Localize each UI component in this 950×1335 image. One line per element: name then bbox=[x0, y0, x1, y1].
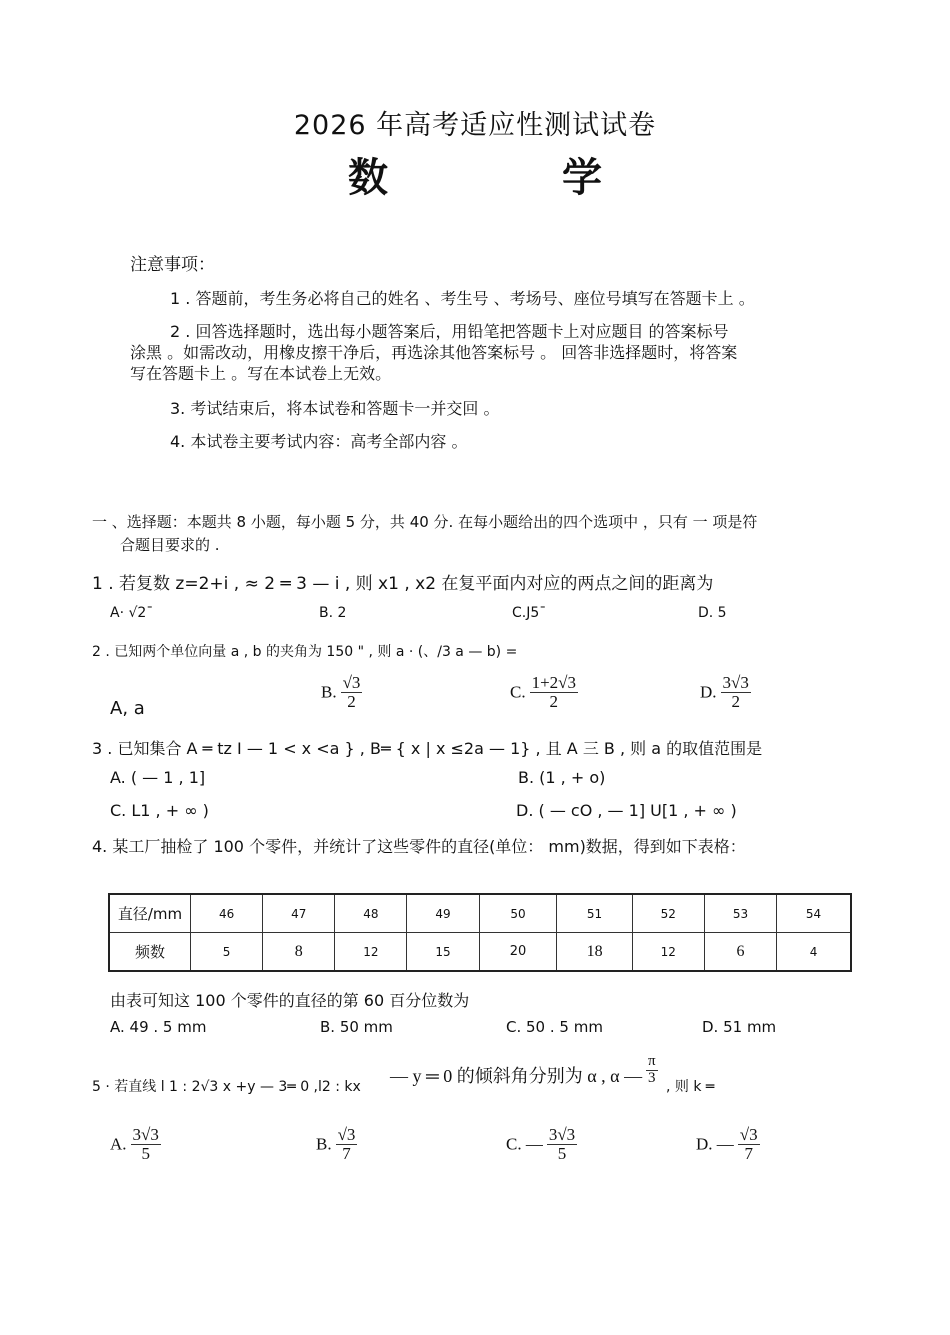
question-5-stem-part-2: — y ═ 0 的倾斜角分别为 α , α — bbox=[390, 1066, 643, 1086]
question-2-stem: 2 . 已知两个单位向量 a , b 的夹角为 150 " , 则 a · (、/3 a — b) = bbox=[92, 644, 518, 660]
notice-item-1: 1 . 答题前，考生务必将自己的姓名 、考生号 、考场号、座位号填写在答题卡上 。 bbox=[170, 289, 755, 308]
numerator: √3 bbox=[342, 673, 361, 692]
question-5-stem-part-3: , 则 k ═ bbox=[666, 1079, 715, 1095]
numerator: 3√3 bbox=[722, 673, 749, 692]
fraction bbox=[530, 674, 578, 711]
frequency-table bbox=[108, 893, 852, 972]
table-cell: 54 bbox=[777, 894, 851, 933]
question-2-option-c bbox=[510, 674, 578, 711]
question-2-option-d bbox=[700, 674, 751, 711]
numerator: √3 bbox=[337, 1125, 356, 1144]
table-cell: 51 bbox=[557, 894, 632, 933]
denominator: 5 bbox=[557, 1143, 567, 1163]
option-label: D. bbox=[700, 682, 717, 702]
denominator: 5 bbox=[141, 1143, 150, 1163]
table-cell: 15 bbox=[407, 933, 479, 972]
table-header-frequency: 频数 bbox=[109, 933, 191, 972]
fraction bbox=[336, 1126, 358, 1163]
table-cell: 48 bbox=[335, 894, 407, 933]
denominator: 7 bbox=[744, 1143, 753, 1163]
table-cell: 53 bbox=[704, 894, 776, 933]
notice-heading: 注意事项： bbox=[130, 255, 215, 275]
question-5-option-d bbox=[696, 1126, 760, 1163]
table-cell: 8 bbox=[263, 933, 335, 972]
denominator: 7 bbox=[342, 1143, 351, 1163]
fraction bbox=[738, 1126, 760, 1163]
question-5-option-b bbox=[316, 1126, 357, 1163]
table-cell: 12 bbox=[335, 933, 407, 972]
denominator: 3 bbox=[648, 1069, 656, 1086]
question-5-option-a bbox=[110, 1126, 161, 1163]
table-row-frequency bbox=[109, 933, 851, 972]
question-2-option-b bbox=[321, 674, 362, 711]
question-1-option-b: B. 2 bbox=[319, 605, 347, 621]
option-label: B. bbox=[321, 682, 337, 702]
denominator: 2 bbox=[347, 691, 356, 711]
question-1-option-d: D. 5 bbox=[698, 605, 727, 621]
question-3-option-a: A. ( — 1 , 1] bbox=[110, 768, 206, 787]
table-header-diameter: 直径/mm bbox=[109, 894, 191, 933]
question-4-option-a: A. 49 . 5 mm bbox=[110, 1018, 207, 1036]
question-4-stem: 4. 某工厂抽检了 100 个零件，并统计了这些零件的直径(单位： mm)数据，得到如下表格： bbox=[92, 837, 746, 856]
question-5-pi-fraction bbox=[646, 1054, 658, 1087]
numerator: 1+2√3 bbox=[531, 673, 577, 692]
exam-title: 2026 年高考适应性测试试卷 bbox=[293, 110, 657, 141]
question-4-option-b: B. 50 mm bbox=[320, 1018, 393, 1036]
table-cell: 12 bbox=[632, 933, 704, 972]
table-row-diameter bbox=[109, 894, 851, 933]
option-label: D. — bbox=[696, 1134, 734, 1154]
question-4-option-c: C. 50 . 5 mm bbox=[506, 1018, 603, 1036]
question-3-option-b: B. (1 , + o) bbox=[518, 768, 606, 787]
question-1-option-a: A· √2¯ bbox=[110, 605, 154, 621]
notice-item-2-line-3: 写在答题卡上 。写在本试卷上无效。 bbox=[130, 364, 392, 383]
subject-title: 数 学 bbox=[348, 155, 682, 201]
notice-item-4: 4. 本试卷主要考试内容：高考全部内容 。 bbox=[170, 432, 468, 451]
numerator: √3 bbox=[739, 1125, 758, 1144]
table-cell: 49 bbox=[407, 894, 479, 933]
numerator: 3√3 bbox=[548, 1125, 576, 1144]
fraction bbox=[721, 674, 751, 711]
question-1-stem: 1 . 若复数 z=2+i , ≈ 2 ═ 3 — i , 则 x1 , x2 在复平面内对应的两点之间的距离为 bbox=[92, 574, 714, 594]
table-cell: 52 bbox=[632, 894, 704, 933]
table-cell: 47 bbox=[263, 894, 335, 933]
table-cell: 5 bbox=[191, 933, 263, 972]
fraction bbox=[547, 1126, 577, 1163]
table-cell: 46 bbox=[191, 894, 263, 933]
question-5-stem-part-1: 5 · 若直线 l 1 : 2√3 x +y — 3═ 0 ,l2 : kx bbox=[92, 1079, 361, 1095]
table-cell: 20 bbox=[479, 933, 557, 972]
numerator: 3√3 bbox=[132, 1125, 159, 1144]
table-cell: 50 bbox=[479, 894, 557, 933]
question-4-follow-up: 由表可知这 100 个零件的直径的第 60 百分位数为 bbox=[110, 991, 470, 1010]
table-cell: 18 bbox=[557, 933, 632, 972]
option-label: C. bbox=[510, 682, 526, 702]
fraction bbox=[646, 1054, 658, 1087]
denominator: 2 bbox=[549, 691, 559, 711]
question-2-option-a: A, a bbox=[110, 698, 145, 719]
section-heading-line-1: 一 、选择题：本题共 8 小题，每小题 5 分，共 40 分. 在每小题给出的四个选项中 ，只有 一 项是符 bbox=[92, 513, 758, 531]
question-3-stem: 3 . 已知集合 A ═ tz I — 1 < x <a } , B═ { x | x ≤2a — 1} , 且 A 三 B , 则 a 的取值范围是 bbox=[92, 739, 763, 758]
table-cell: 6 bbox=[704, 933, 776, 972]
notice-item-2-line-1: 2 . 回答选择题时，选出每小题答案后，用铅笔把答题卡上对应题目 的答案标号 bbox=[170, 322, 729, 341]
fraction bbox=[341, 674, 363, 711]
denominator: 2 bbox=[731, 691, 740, 711]
fraction bbox=[131, 1126, 161, 1163]
option-label: A. bbox=[110, 1134, 127, 1154]
question-4-option-d: D. 51 mm bbox=[702, 1018, 777, 1036]
notice-item-2-line-2: 涂黑 。如需改动，用橡皮擦干净后，再选涂其他答案标号 。 回答非选择题时，将答案 bbox=[130, 343, 738, 362]
option-label: B. bbox=[316, 1134, 332, 1154]
question-3-option-d: D. ( — cO , — 1] U[1 , + ∞ ) bbox=[516, 801, 737, 820]
question-5-option-c bbox=[506, 1126, 577, 1163]
numerator: π bbox=[648, 1053, 656, 1069]
notice-item-3: 3. 考试结束后，将本试卷和答题卡一并交回 。 bbox=[170, 399, 500, 418]
question-1-option-c: C.J5¯ bbox=[512, 605, 547, 621]
question-3-option-c: C. L1 , + ∞ ) bbox=[110, 801, 209, 820]
table-cell: 4 bbox=[777, 933, 851, 972]
section-heading-line-2: 合题目要求的 . bbox=[120, 536, 220, 554]
option-label: C. — bbox=[506, 1134, 543, 1154]
